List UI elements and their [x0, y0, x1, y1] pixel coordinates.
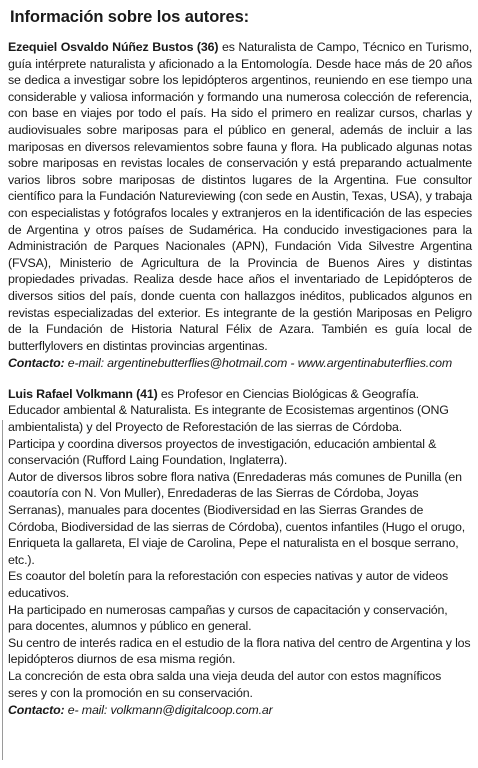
spacer — [8, 372, 472, 386]
author-2-contact-label: Contacto: — [8, 703, 65, 718]
author-2-paragraph-interest: Su centro de interés radica en el estudio de la flora nativa del centro de Argentina y los lepidópteros diurnos de esa misma región. — [8, 635, 471, 667]
author-1-contact — [8, 355, 472, 372]
author-2-intro-text: es Profesor en Ciencias Biológicas & Geografía. Educador ambiental & Naturalista. Es integrante de Ecosistemas argentinos (ONG ambientalista) y del Proyecto de Reforestación de las sierras de Córdoba. — [8, 386, 449, 435]
author-2-name: Luis Rafael Volkmann (41) — [8, 386, 158, 401]
author-2-paragraph-books: Autor de diversos libros sobre flora nativa (Enredaderas más comunes de Punilla (en coautoría con N. Von Muller), Enredaderas de las Sierras de Córdoba, Joyas Serranas), manuales para docentes (Biodiversidad en las Sierras Grandes de Córdoba, Biodiversidad de las sierras de Córdoba), cuentos infantiles (Hugo el orugo, Enriqueta la gallareta, El viaje de Carolina, Pepe el naturalista en el bosque serrano, etc.). — [8, 469, 465, 567]
author-1-bio-text: es Naturalista de Campo, Técnico en Turismo, guía intérprete naturalista y aficionado a la Entomología. Desde hace más de 20 años se dedica a investigar sobre los lepidópteros argentinos, reuniendo en ese tiempo una considerable y valiosa información y formando una numerosa colección de referencia, con base en viajes por todo el país. Ha sido el primero en realizar cursos, charlas y audiovisuales sobre mariposas para el público en general, además de incluir a las mariposas en diversos relevamientos sobre fauna y flora. Ha publicado algunas notas sobre mariposas en revistas locales de conservación y está preparando actualmente varios libros sobre mariposas de distintos lugares de la Argentina. Fue consultor científico para la Fundación Natureviewing (con sede en Austin, Texas, USA), y trabaja con especialistas y fotógrafos locales y extranjeros en la identificación de las especies de Argentina y otros países de Sudamérica. Ha conducido investigaciones para la Administración de Parques Nacionales (APN), Fundación Vida Silvestre Argentina (FVSA), Ministerio de Agricultura de la Provincia de Buenos Aires y distintas propiedades privadas. Realiza desde hace años el inventariado de Lepidópteros de diversos sitios del país, donde cuenta con hallazgos inéditos, publicados algunos en revistas especializadas del exterior. Es integrante de la gestión Mariposas en Peligro de la Fundación de Historia Natural Félix de Azara. También es guía local de butterflylovers en distintas provincias argentinas. — [8, 40, 472, 353]
section-heading: Información sobre los autores: — [10, 8, 250, 26]
author-1-paragraph — [8, 39, 472, 354]
author-2-intro — [8, 386, 472, 436]
author-2-paragraph-bulletin: Es coautor del boletín para la reforestación con especies nativas y autor de videos educativos. — [8, 569, 449, 600]
author-2-bio — [8, 386, 472, 719]
author-2-paragraph-projects: Participa y coordina diversos proyectos de investigación, educación ambiental & conservación (Rufford Laing Foundation, Inglaterra). — [8, 436, 437, 468]
author-2-contact — [8, 702, 472, 719]
margin-line — [2, 420, 3, 760]
author-2-paragraph-campaigns: Ha participado en numerosas campañas y cursos de capacitación y conservación, para docentes, alumnos y público en general. — [8, 602, 448, 634]
author-2-contact-text: e- mail: volkmann@digitalcoop.com.ar — [64, 703, 273, 718]
author-1-bio — [8, 39, 472, 372]
author-1-name: Ezequiel Osvaldo Núñez Bustos (36) — [8, 40, 219, 54]
author-2-paragraph-closing: La concreción de esta obra salda una vieja deuda del autor con estos magníficos seres y con la promoción en su conservación. — [8, 668, 442, 700]
author-1-contact-label: Contacto: — [8, 356, 65, 371]
author-1-contact-text: e-mail: argentinebutterflies@hotmail.com - www.argentinabuterflies.com — [64, 356, 453, 371]
